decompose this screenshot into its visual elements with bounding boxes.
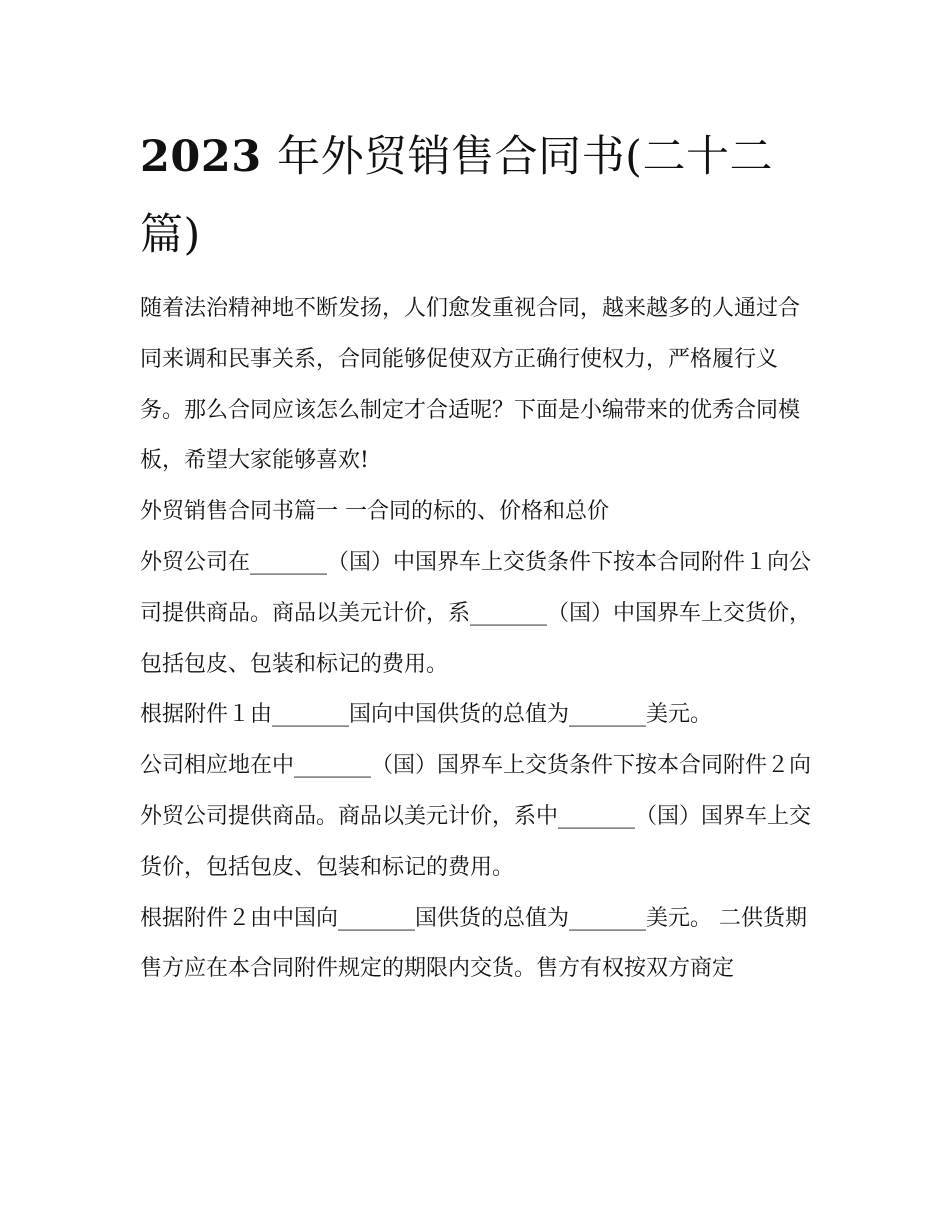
clause-paragraph: 外贸公司在_______（国）中国界车上交货条件下按本合同附件１向公司提供商品。商品以美元计价，系_______（国）中国界车上交货价，包括包皮、包装和标记的费用。 [140,549,812,677]
clause-paragraph: 根据附件１由_______国向中国供货的总值为_______美元。 [140,702,713,728]
document-title [140,118,820,274]
document-page [140,118,820,995]
section-heading-part1: 外贸销售合同书篇一 一合同的标的、价格和总价 [140,499,609,525]
clause-paragraph: 根据附件２由中国向_______国供货的总值为_______美元。 二供货期 [140,905,807,931]
intro-paragraph: 随着法治精神地不断发扬，人们愈发重视合同，越来越多的人通过合同来调和民事关系，合同能够促使双方正确行使权力，严格履行义务。那么合同应该怎么制定才合适呢？下面是小编带来的优秀合同模板，希望大家能够喜欢! [140,296,801,474]
title-text: 年外贸销售合同书(二十二篇) [140,132,773,260]
clause-paragraph: 公司相应地在中_______（国）国界车上交货条件下按本合同附件２向外贸公司提供商品。商品以美元计价，系中_______（国）国界车上交货价，包括包皮、包装和标记的费用。 [140,753,812,880]
clause-paragraph: 售方应在本合同附件规定的期限内交货。售方有权按双方商定 [140,956,735,982]
title-year: 2023 [140,132,262,182]
